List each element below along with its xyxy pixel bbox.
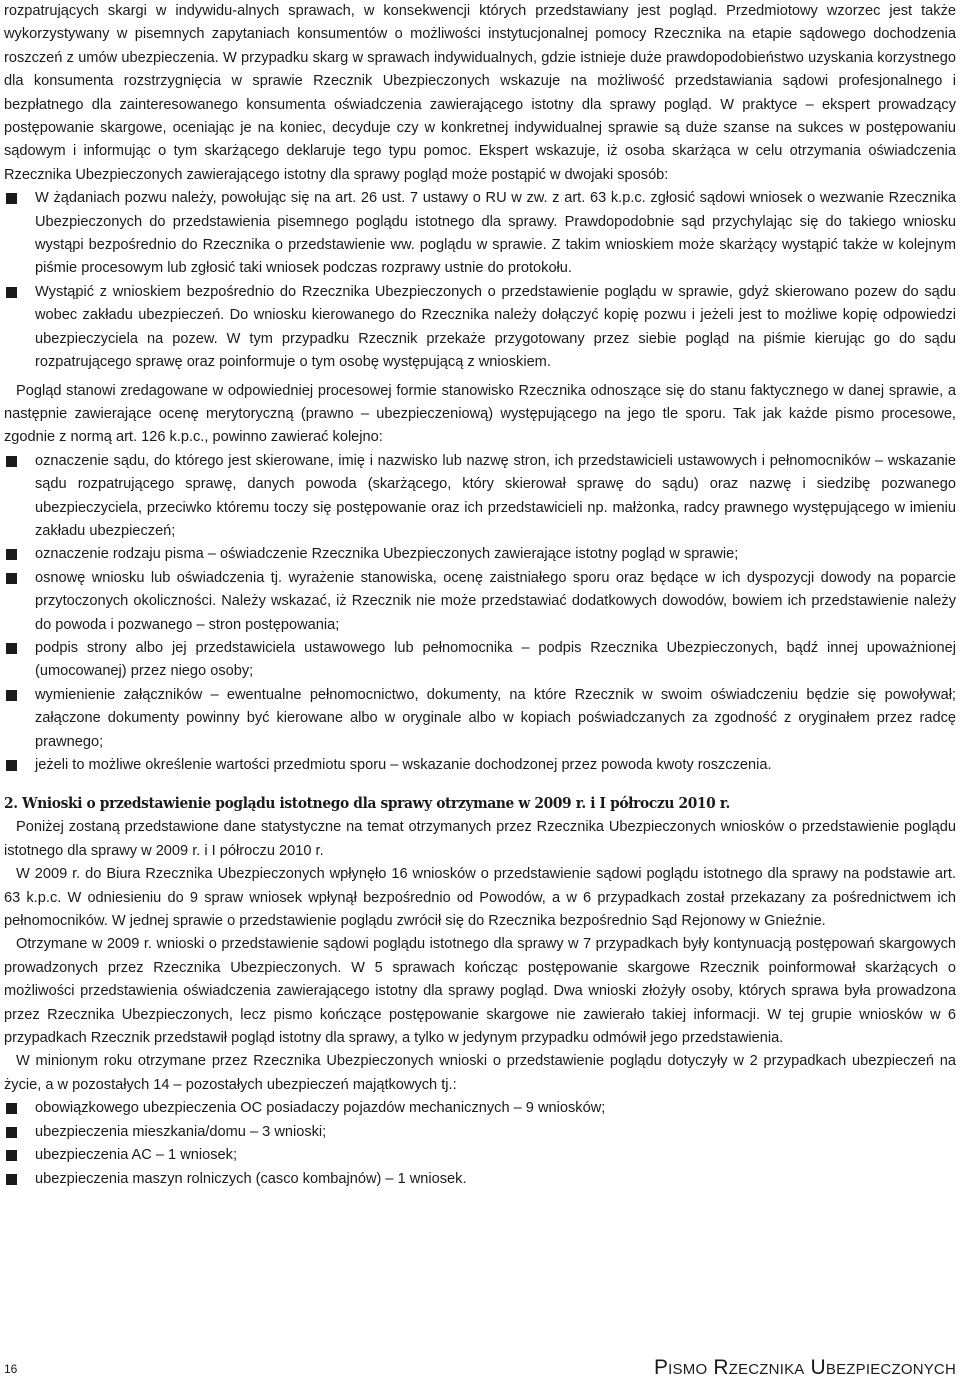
list-item-text: obowiązkowego ubezpieczenia OC posiadaczy pojazdów mechanicznych – 9 wniosków; bbox=[35, 1100, 606, 1117]
section-paragraph: Poniżej zostaną przedstawione dane statystyczne na temat otrzymanych przez Rzecznika Ubezpieczonych wniosków o przedstawienie poglądu istotnego dla sprawy w 2009 r. i I półroczu 2010 r. bbox=[4, 819, 956, 859]
list-item bbox=[4, 281, 956, 375]
procedure-options-list bbox=[4, 187, 956, 374]
list-item bbox=[4, 1168, 956, 1191]
list-item-text: podpis strony albo jej przedstawiciela ustawowego lub pełnomocnika – podpis Rzecznika Ubezpieczonych, bądź innej upoważnionej (umocowanej) przez niego osoby; bbox=[35, 639, 956, 680]
pleading-elements-list bbox=[4, 450, 956, 778]
square-bullet-icon bbox=[6, 643, 17, 654]
list-item-text: wymienienie załączników – ewentualne pełnomocnictwo, dokumenty, na które Rzecznik w swoim oświadczeniu będzie się powoływał; załączone dokumenty powinny być kierowane albo w oryginale albo w kopiach poświadczanych za zgodność z oryginałem przez radcę prawnego; bbox=[35, 686, 956, 750]
publication-title: Pismo Rzecznika Ubezpieczonych bbox=[653, 1356, 956, 1379]
top-paragraph: rozpatrujących skargi w indywidu-alnych sprawach, w konsekwencji których przedstawiany jest pogląd. Przedmiotowy wzorzec jest także wykorzystywany w pisemnych zapytaniach konsumentów o możliwości instytucjonalnej pomocy Rzecznika na etapie sądowego dochodzenia roszczeń z umów ubezpieczenia. W przypadku skarg w sprawach indywidualnych, gdzie istnieje duże prawdopodobieństwo uzyskania korzystnego dla konsumenta rozstrzygnięcia w sprawie Rzecznik Ubezpieczonych wskazuje na możliwość przedstawiania sądowi profesjonalnego i bezpłatnego dla zainteresowanego konsumenta oświadczenia zawierającego istotny dla sprawy pogląd. W praktyce – ekspert prowadzący postępowanie skargowe, oceniając je na koniec, decyduje czy w konkretnej indywidualnej sprawie są duże szanse na sukces w postępowaniu sądowym i informując o tym skarżącego deklaruje tego typu pomoc. Ekspert wskazuje, iż osoba skarżąca w celu otrzymania oświadczenia Rzecznika Ubezpieczonych zawierającego istotny dla sprawy pogląd może postąpić w dwojaki sposób: bbox=[4, 3, 956, 183]
list-item bbox=[4, 754, 956, 777]
square-bullet-icon bbox=[6, 193, 17, 204]
list-item bbox=[4, 187, 956, 281]
insurance-types-list bbox=[4, 1097, 956, 1191]
section-paragraph: Otrzymane w 2009 r. wnioski o przedstawienie sądowi poglądu istotnego dla sprawy w 7 przypadkach były kontynuacją postępowań skargowych prowadzonych przez Rzecznika Ubezpieczonych. W 5 sprawach kończąc postępowanie skargowe Rzecznik poinformował skarżących o możliwości przedstawienia oświadczenia zawierającego istotny dla sprawy pogląd. Dwa wnioski złożyły osoby, których sprawa była prowadzona przez Rzecznika Ubezpieczonych, lecz pismo kończące postępowanie skargowe nie zawierało takiej informacji. W tej grupie wniosków w 6 przypadkach Rzecznik przedstawił pogląd istotny dla sprawy, a tylko w jedynym przypadku odmówił jego przedstawienia. bbox=[4, 936, 956, 1047]
list-item-text: ubezpieczenia mieszkania/domu – 3 wnioski; bbox=[35, 1123, 327, 1140]
list-item-text: jeżeli to możliwe określenie wartości przedmiotu sporu – wskazanie dochodzonej przez powoda kwoty roszczenia. bbox=[35, 757, 772, 773]
section-heading: 2. Wnioski o przedstawienie poglądu istotnego dla sprawy otrzymane w 2009 r. i I półroczu 2010 r. bbox=[4, 794, 730, 813]
list-item bbox=[4, 1121, 956, 1144]
list-item bbox=[4, 1097, 956, 1120]
square-bullet-icon bbox=[6, 1127, 17, 1138]
list-item-text: osnowę wniosku lub oświadczenia tj. wyrażenie stanowiska, ocenę zaistniałego sporu oraz będące w ich dyspozycji dowody na poparcie przytoczonych okoliczności. Należy wskazać, iż Rzecznik nie może przedstawiać dodatkowych dowodów, bowiem ich przedstawienie należy do powoda i pozwanego – stron postępowania; bbox=[35, 569, 956, 633]
square-bullet-icon bbox=[6, 549, 17, 560]
list-item-text: ubezpieczenia maszyn rolniczych (casco kombajnów) – 1 wniosek. bbox=[35, 1170, 467, 1187]
square-bullet-icon bbox=[6, 456, 17, 467]
square-bullet-icon bbox=[6, 1174, 17, 1185]
list-item-text: ubezpieczenia AC – 1 wniosek; bbox=[35, 1147, 238, 1164]
list-item bbox=[4, 567, 956, 637]
list-item bbox=[4, 543, 956, 566]
list-item-text: oznaczenie rodzaju pisma – oświadczenie Rzecznika Ubezpieczonych zawierające istotny pogląd w sprawie; bbox=[35, 546, 739, 563]
square-bullet-icon bbox=[6, 1150, 17, 1161]
list-item bbox=[4, 637, 956, 684]
middle-paragraph: Pogląd stanowi zredagowane w odpowiedniej procesowej formie stanowisko Rzecznika odnoszące się do stanu faktycznego w danej sprawie, a następnie zawierające ocenę merytoryczną (prawno – ubezpieczeniową) występującego na jego tle sporu. Tak jak każde pismo procesowe, zgodnie z normą art. 126 k.p.c., powinno zawierać kolejno: bbox=[4, 382, 956, 446]
square-bullet-icon bbox=[6, 760, 17, 771]
list-item-text: Wystąpić z wnioskiem bezpośrednio do Rzecznika Ubezpieczonych o przedstawienie poglądu w sprawie, gdyż skierowano pozew do sądu wobec zakładu ubezpieczeń. Do wniosku kierowanego do Rzecznika należy dołączyć kopię pozwu i jeżeli jest to możliwe kopię odpowiedzi ubezpieczyciela na pozew. W tym przypadku Rzecznik przekaże przygotowany przez siebie pogląd na piśmie kierując go do sądu rozpatrującego sprawę oraz poinformuje o tym osobę występującą z wnioskiem. bbox=[35, 283, 956, 371]
list-item bbox=[4, 684, 956, 754]
square-bullet-icon bbox=[6, 1103, 17, 1114]
square-bullet-icon bbox=[6, 573, 17, 584]
page-body bbox=[4, 0, 956, 1191]
list-item bbox=[4, 450, 956, 544]
square-bullet-icon bbox=[6, 287, 17, 298]
section-paragraph: W minionym roku otrzymane przez Rzecznika Ubezpieczonych wnioski o przedstawienie poglądu dotyczyły w 2 przypadkach ubezpieczeń na życie, a w pozostałych 14 – pozostałych ubezpieczeń majątkowych tj.: bbox=[4, 1053, 956, 1093]
list-item-text: oznaczenie sądu, do którego jest skierowane, imię i nazwisko lub nazwę stron, ich przedstawicieli ustawowych i pełnomocników – wskazanie sądu rozpatrującego sprawę, danych powoda (skarżącego, który skierował sprawę do sądu) oraz nazwę i siedzibę pozwanego ubezpieczyciela, przeciwko któremu toczy się postępowanie oraz ich przedstawicieli np. małżonka, radcy prawnego występującego w imieniu zakładu ubezpieczeń; bbox=[35, 452, 956, 539]
section-paragraph: W 2009 r. do Biura Rzecznika Ubezpieczonych wpłynęło 16 wniosków o przedstawienie sądowi poglądu istotnego dla sprawy na podstawie art. 63 k.p.c. W odniesieniu do 9 spraw wniosek wpłynął bezpośrednio od Powodów, a w 6 przypadkach został przekazany za pośrednictwem ich pełnomocników. W jednej sprawie o przedstawienie poglądu zwrócił się do Rzecznika bezpośrednio Sąd Rejonowy w Gnieźnie. bbox=[4, 866, 956, 930]
page-number: 16 bbox=[4, 1362, 18, 1376]
list-item bbox=[4, 1144, 956, 1167]
list-item-text: W żądaniach pozwu należy, powołując się na art. 26 ust. 7 ustawy o RU w zw. z art. 63 k.p.c. zgłosić sądowi wniosek o wezwanie Rzecznika Ubezpieczonych do przedstawienia pisemnego poglądu istotnego dla sprawy. Prawdopodobnie sąd przychylając się do takiego wniosku wystąpi bezpośrednio do Rzecznika o przedstawienie ww. poglądu w sprawie. Z takim wnioskiem może skarżący wystąpić także w kolejnym piśmie procesowym lub zgłosić taki wniosek podczas rozprawy ustnie do protokołu. bbox=[35, 190, 956, 277]
square-bullet-icon bbox=[6, 690, 17, 701]
